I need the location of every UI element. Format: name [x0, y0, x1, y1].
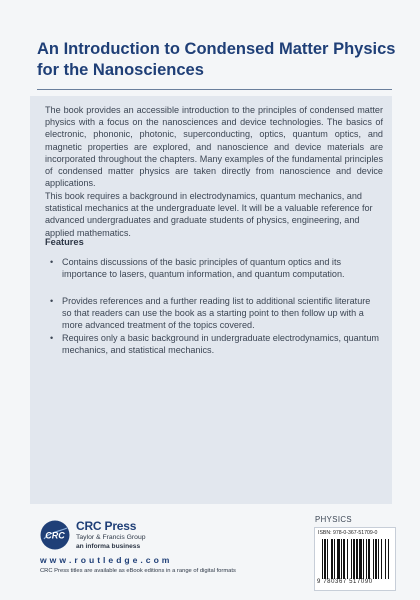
- barcode-bar: [368, 539, 370, 579]
- barcode-bar: [388, 539, 389, 579]
- barcode-bar: [385, 539, 386, 579]
- barcode-bar: [331, 539, 333, 579]
- barcode-bar: [322, 539, 323, 579]
- barcode-bar: [363, 539, 364, 579]
- barcode-bar: [347, 539, 348, 579]
- barcode-bar: [366, 539, 367, 579]
- barcode-number: 9 780367 517090: [317, 579, 373, 585]
- barcode-bar: [375, 539, 377, 579]
- subject-label: PHYSICS: [315, 515, 353, 524]
- features-heading: Features: [45, 237, 84, 247]
- publisher-group: Taylor & Francis Group: [76, 534, 146, 541]
- barcode-bar: [324, 539, 326, 579]
- title-divider: [37, 89, 392, 90]
- publisher-name: CRC Press: [76, 519, 137, 533]
- publisher-website: w w w . r o u t l e d g e . c o m: [40, 555, 170, 565]
- publisher-tagline: an informa business: [76, 543, 141, 550]
- barcode-bar: [327, 539, 328, 579]
- isbn-label: ISBN: 978-0-367-51709-0: [318, 530, 378, 536]
- barcode-bar: [381, 539, 382, 579]
- barcode-bar: [356, 539, 358, 579]
- barcode-bar: [373, 539, 374, 579]
- barcode-bar: [359, 539, 362, 579]
- audience-paragraph: This book requires a background in electrodynamics, quantum mechanics, and statistical mechanics at the undergraduate level. It will be a valuable reference for advanced undergraduates and graduate students of physics, engineering, and applied mathematics.: [45, 191, 373, 238]
- barcode-icon: [322, 539, 390, 579]
- barcode-bar: [343, 539, 345, 579]
- barcode-bar: [353, 539, 355, 579]
- feature-item: • Requires only a basic background in undergraduate electrodynamics, quantum mechanics, and statistical mechanics.: [62, 332, 382, 356]
- barcode-bar: [337, 539, 340, 579]
- barcode-bar: [341, 539, 342, 579]
- description-paragraph: The book provides an accessible introduction to the principles of condensed matter physics with a focus on the nanosciences and device technologies. The basics of electronic, phononic, photonic, superconducting, optics, quantum optics, and magnetic properties are explored, and nanoscience and device materials are incorporated throughout the chapters. Many examples of the fundamental principles of condensed matter physics are taken directly from nanoscience and device applications.: [45, 105, 383, 189]
- ebook-note: CRC Press titles are available as eBook editions in a range of digital formats: [40, 568, 236, 574]
- feature-item: • Contains discussions of the basic principles of quantum optics and its importance to lasers, quantum information, and quantum computation.: [62, 256, 382, 280]
- crc-press-logo-icon: [40, 520, 70, 550]
- feature-item: • Provides references and a further reading list to additional scientific literature so that readers can use the book as a starting point to then follow up with a more advanced treatment of the topics covered.: [62, 295, 382, 332]
- barcode-bar: [351, 539, 352, 579]
- logo-text: CRC: [45, 530, 65, 541]
- barcode-bar: [378, 539, 379, 579]
- barcode-bar: [334, 539, 335, 579]
- book-title: An Introduction to Condensed Matter Physics for the Nanosciences: [37, 40, 396, 79]
